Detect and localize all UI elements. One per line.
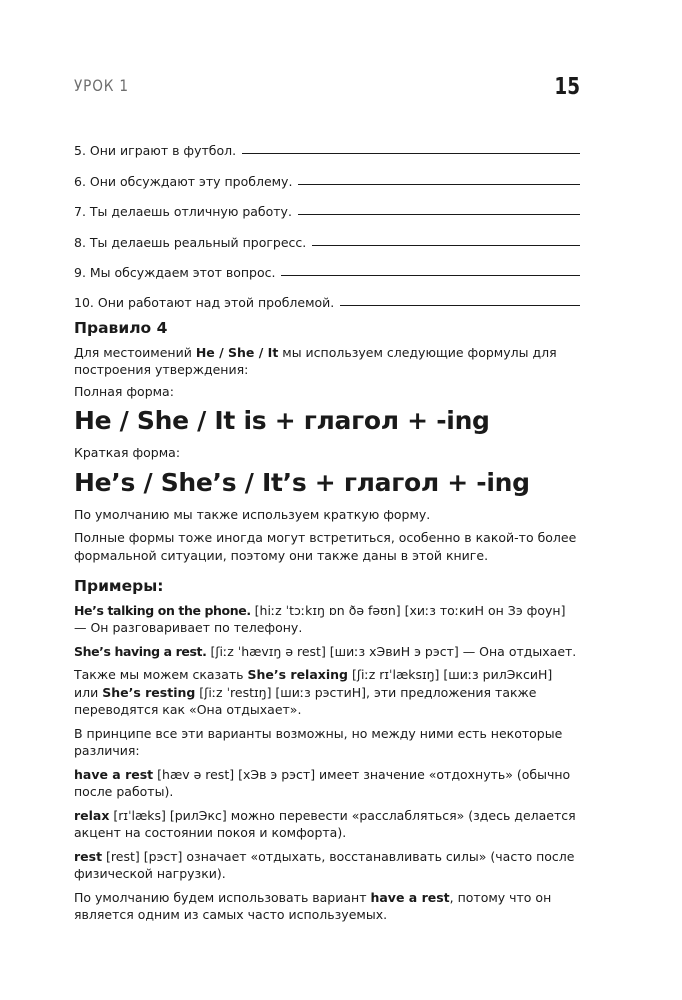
exercise-text: 5. Они играют в футбол.: [74, 143, 237, 159]
example-2-transcription: [ʃiːz ˈhævɪŋ ə rest] [шиːз хЭвиН э рэст] — Она отдыхает.: [206, 643, 577, 659]
lesson-label: УРОК 1: [74, 76, 129, 95]
exercise-list: [74, 128, 580, 310]
short-form-formula: He’s / She’s / It’s + глагол + -ing: [74, 467, 530, 497]
example-2: [74, 643, 580, 661]
final-text-2: , потому что он является одним из самых часто используемых.: [74, 889, 552, 922]
alternatives-text-1: Также мы можем сказать: [74, 667, 248, 682]
final-text-1: По умолчанию будем использовать вариант: [74, 889, 371, 905]
exercise-text: 9. Мы обсуждаем этот вопрос.: [74, 264, 276, 280]
example-1: [74, 602, 580, 637]
exercise-item: [74, 128, 580, 158]
page-number: 15: [554, 74, 580, 100]
examples-title: Примеры:: [74, 577, 164, 595]
alternatives-text-3: [ʃiːz ˈrestɪŋ] [шиːз рэстиН], эти предложения также переводятся как «Она отдыхает».: [74, 684, 537, 717]
rule-intro-text-2: мы используем следующие формулы для построения утверждения:: [74, 344, 557, 377]
definition-term: relax: [74, 807, 110, 823]
definition-rest: [74, 848, 580, 883]
default-note: По умолчанию мы также используем краткую форму.: [74, 506, 431, 522]
definition-relax: [74, 807, 580, 842]
alternatives-bold-1: She’s relaxing: [247, 667, 348, 682]
exercise-item: [74, 280, 580, 310]
definition-text: [rest] [рэст] означает «отдыхать, восстанавливать силы» (часто после физической нагрузки).: [74, 848, 575, 881]
definition-have-a-rest: [74, 766, 580, 801]
answer-line: [298, 184, 580, 185]
exercise-item: [74, 250, 580, 280]
example-2-sentence: She’s having a rest.: [74, 643, 207, 659]
alternatives-bold-2: She’s resting: [102, 684, 196, 700]
rule-intro: [74, 344, 580, 379]
alternatives-text-2: [ʃiːz rɪˈlæksɪŋ] [шиːз рилЭксиН] или: [74, 667, 553, 700]
page-header: [74, 74, 580, 104]
full-form-note: Полные формы тоже иногда могут встретиться, особенно в какой-то более формальной ситуации, поэтому они также даны в этой книге.: [74, 530, 577, 563]
answer-line: [281, 275, 580, 276]
exercise-text: 8. Ты делаешь реальный прогресс.: [74, 234, 307, 250]
exercise-item: [74, 219, 580, 249]
definition-text: [hæv ə rest] [хЭв э рэст] имеет значение «отдохнуть» (обычно после работы).: [74, 766, 571, 799]
rule-section: [74, 320, 580, 930]
principle-paragraph: В принципе все эти варианты возможны, но между ними есть некоторые различия:: [74, 725, 563, 758]
answer-line: [340, 305, 580, 306]
final-paragraph: [74, 889, 580, 924]
full-form-label: Полная форма:: [74, 383, 174, 399]
definition-term: have a rest: [74, 766, 154, 782]
exercise-item: [74, 189, 580, 219]
definition-text: [rɪˈlæks] [рилЭкс] можно перевести «расслабляться» (здесь делается акцент на состоянии покоя и комфорта).: [74, 807, 576, 840]
rule-intro-text: Для местоимений: [74, 344, 196, 360]
example-1-transcription: [hiːz ˈtɔːkɪŋ ɒn ðə fəʊn] [хиːз тоːкиН он Зэ фоун] — Он разговаривает по телефону.: [74, 602, 566, 635]
final-bold: have a rest: [370, 889, 450, 905]
answer-line: [298, 214, 580, 215]
full-form-formula: He / She / It is + глагол + -ing: [74, 406, 490, 435]
rule-title: Правило 4: [74, 319, 168, 337]
rule-intro-pronouns: He / She / It: [195, 344, 279, 360]
exercise-item: [74, 158, 580, 188]
exercise-text: 6. Они обсуждают эту проблему.: [74, 173, 293, 189]
exercise-text: 7. Ты делаешь отличную работу.: [74, 204, 292, 220]
definition-term: rest: [74, 848, 103, 864]
answer-line: [242, 153, 580, 154]
short-form-label: Краткая форма:: [74, 445, 181, 460]
example-1-sentence: He’s talking on the phone.: [74, 602, 251, 618]
answer-line: [312, 245, 580, 246]
exercise-text: 10. Они работают над этой проблемой.: [74, 295, 335, 311]
alternatives-paragraph: [74, 666, 580, 719]
